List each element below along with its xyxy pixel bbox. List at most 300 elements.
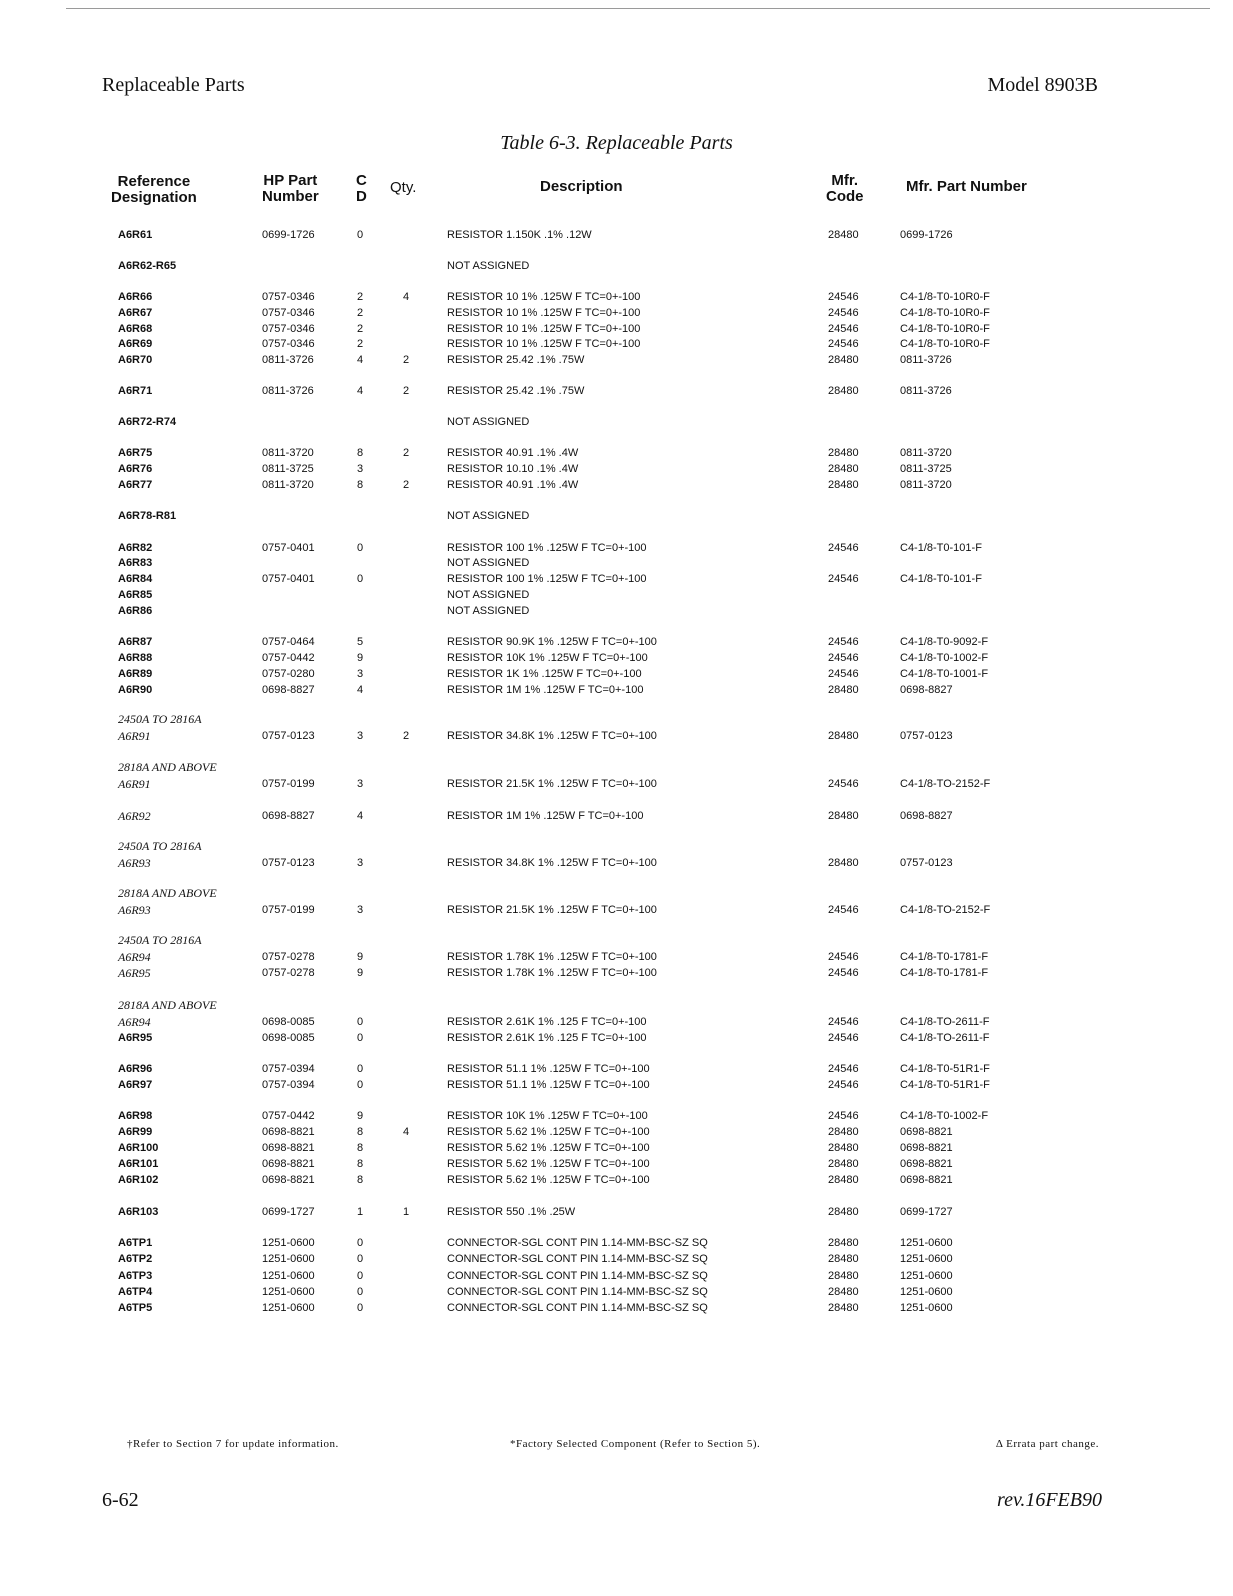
cell-hp-part-number: 0757-0346 bbox=[262, 291, 315, 303]
cell-description: RESISTOR 51.1 1% .125W F TC=0+-100 bbox=[447, 1079, 650, 1091]
cell-ref-designation: A6R84 bbox=[118, 573, 153, 585]
table-row bbox=[0, 414, 1233, 430]
cell-description: CONNECTOR-SGL CONT PIN 1.14-MM-BSC-SZ SQ bbox=[447, 1253, 708, 1265]
cell-mfr-part-number: C4-1/8-T0-10R0-F bbox=[900, 307, 990, 319]
cell-cd: 0 bbox=[357, 229, 364, 241]
cell-cd: 0 bbox=[357, 573, 364, 585]
cell-mfr-part-number: C4-1/8-TO-2611-F bbox=[900, 1016, 990, 1028]
cell-cd: 0 bbox=[357, 1237, 364, 1249]
cell-mfr-code: 24546 bbox=[828, 967, 859, 979]
cell-ref-designation: A6R77 bbox=[118, 479, 153, 491]
table-row bbox=[0, 902, 1233, 918]
cell-mfr-code: 24546 bbox=[828, 542, 859, 554]
cell-cd: 2 bbox=[357, 307, 364, 319]
cell-mfr-part-number: C4-1/8-T0-101-F bbox=[900, 542, 982, 554]
cell-hp-part-number: 1251-0600 bbox=[262, 1286, 315, 1298]
cell-cd: 8 bbox=[357, 447, 364, 459]
cell-mfr-part-number: C4-1/8-T0-10R0-F bbox=[900, 291, 990, 303]
cell-hp-part-number: 0757-0346 bbox=[262, 338, 315, 350]
cell-description: RESISTOR 10 1% .125W F TC=0+-100 bbox=[447, 323, 641, 335]
cell-mfr-code: 28480 bbox=[828, 1237, 859, 1249]
table-row bbox=[0, 305, 1233, 321]
cell-cd: 1 bbox=[357, 1206, 364, 1218]
cell-description: RESISTOR 21.5K 1% .125W F TC=0+-100 bbox=[447, 778, 657, 790]
cell-mfr-code: 28480 bbox=[828, 1286, 859, 1298]
cell-cd: 8 bbox=[357, 1174, 364, 1186]
table-row bbox=[0, 776, 1233, 792]
cell-mfr-part-number: 1251-0600 bbox=[900, 1237, 953, 1249]
cell-cd: 2 bbox=[357, 338, 364, 350]
table-row bbox=[0, 682, 1233, 698]
cell-description: RESISTOR 90.9K 1% .125W F TC=0+-100 bbox=[447, 636, 657, 648]
serial-range-note: 2450A TO 2816A bbox=[118, 712, 202, 726]
cell-description: CONNECTOR-SGL CONT PIN 1.14-MM-BSC-SZ SQ bbox=[447, 1302, 708, 1314]
cell-description: RESISTOR 1.78K 1% .125W F TC=0+-100 bbox=[447, 967, 657, 979]
cell-hp-part-number: 0757-0401 bbox=[262, 542, 315, 554]
cell-mfr-code: 28480 bbox=[828, 1206, 859, 1218]
cell-ref-designation: A6R96 bbox=[118, 1063, 153, 1075]
cell-ref-designation: A6R103 bbox=[118, 1206, 159, 1218]
cell-hp-part-number: 0757-0394 bbox=[262, 1063, 315, 1075]
cell-description: RESISTOR 10 1% .125W F TC=0+-100 bbox=[447, 291, 641, 303]
cell-cd: 8 bbox=[357, 1158, 364, 1170]
col-header-hp-line2: Number bbox=[262, 188, 319, 205]
cell-ref-designation: A6R86 bbox=[118, 605, 153, 617]
cell-ref-designation: A6R94 bbox=[118, 950, 151, 964]
cell-ref-designation: A6R93 bbox=[118, 903, 151, 917]
table-row bbox=[0, 634, 1233, 650]
cell-qty: 1 bbox=[403, 1206, 410, 1218]
cell-description: RESISTOR 34.8K 1% .125W F TC=0+-100 bbox=[447, 730, 657, 742]
cell-hp-part-number: 0699-1727 bbox=[262, 1206, 315, 1218]
cell-ref-designation: A6R87 bbox=[118, 636, 153, 648]
cell-mfr-part-number: C4-1/8-T0-51R1-F bbox=[900, 1063, 990, 1075]
cell-cd: 0 bbox=[357, 1063, 364, 1075]
cell-description: NOT ASSIGNED bbox=[447, 260, 530, 272]
cell-cd: 9 bbox=[357, 652, 364, 664]
cell-cd: 8 bbox=[357, 1126, 364, 1138]
table-row bbox=[0, 1268, 1233, 1284]
serial-range-note: 2818A AND ABOVE bbox=[118, 760, 217, 774]
cell-description: RESISTOR 100 1% .125W F TC=0+-100 bbox=[447, 573, 647, 585]
cell-hp-part-number: 1251-0600 bbox=[262, 1270, 315, 1282]
cell-mfr-part-number: 0698-8821 bbox=[900, 1158, 953, 1170]
cell-mfr-part-number: 0811-3726 bbox=[900, 385, 952, 397]
table-row bbox=[0, 1156, 1233, 1172]
col-header-reference-line1: Reference bbox=[117, 173, 191, 190]
table-row bbox=[0, 1251, 1233, 1267]
cell-cd: 0 bbox=[357, 1016, 364, 1028]
cell-description: RESISTOR 5.62 1% .125W F TC=0+-100 bbox=[447, 1142, 650, 1154]
cell-mfr-code: 28480 bbox=[828, 1270, 859, 1282]
cell-description: NOT ASSIGNED bbox=[447, 416, 530, 428]
cell-description: RESISTOR 5.62 1% .125W F TC=0+-100 bbox=[447, 1158, 650, 1170]
cell-hp-part-number: 0757-0123 bbox=[262, 857, 315, 869]
cell-mfr-code: 28480 bbox=[828, 1302, 859, 1314]
cell-hp-part-number: 0811-3726 bbox=[262, 354, 314, 366]
cell-mfr-part-number: C4-1/8-T0-10R0-F bbox=[900, 338, 990, 350]
cell-hp-part-number: 0757-0278 bbox=[262, 951, 315, 963]
cell-qty: 2 bbox=[403, 447, 410, 459]
cell-ref-designation: A6R90 bbox=[118, 684, 153, 696]
cell-cd: 2 bbox=[357, 323, 364, 335]
cell-description: RESISTOR 550 .1% .25W bbox=[447, 1206, 576, 1218]
cell-hp-part-number: 1251-0600 bbox=[262, 1302, 315, 1314]
col-header-cd bbox=[356, 173, 367, 205]
cell-mfr-part-number: C4-1/8-T0-1781-F bbox=[900, 967, 989, 979]
cell-mfr-code: 28480 bbox=[828, 354, 859, 366]
table-row bbox=[0, 728, 1233, 744]
col-header-reference-line2: Designation bbox=[111, 189, 197, 206]
cell-cd: 3 bbox=[357, 778, 364, 790]
cell-hp-part-number: 1251-0600 bbox=[262, 1253, 315, 1265]
cell-mfr-part-number: C4-1/8-T0-9092-F bbox=[900, 636, 989, 648]
table-row bbox=[0, 1014, 1233, 1030]
cell-mfr-code: 28480 bbox=[828, 385, 859, 397]
cell-hp-part-number: 1251-0600 bbox=[262, 1237, 315, 1249]
cell-ref-designation: A6R82 bbox=[118, 542, 153, 554]
cell-mfr-part-number: C4-1/8-T0-1781-F bbox=[900, 951, 989, 963]
serial-range-note: 2818A AND ABOVE bbox=[118, 886, 217, 900]
cell-description: RESISTOR 10 1% .125W F TC=0+-100 bbox=[447, 338, 641, 350]
cell-cd: 4 bbox=[357, 684, 364, 696]
cell-hp-part-number: 0757-0401 bbox=[262, 573, 315, 585]
col-header-hp-part bbox=[262, 173, 319, 205]
cell-description: RESISTOR 1.78K 1% .125W F TC=0+-100 bbox=[447, 951, 657, 963]
table-row bbox=[0, 445, 1233, 461]
cell-description: RESISTOR 25.42 .1% .75W bbox=[447, 354, 585, 366]
cell-ref-designation: A6R70 bbox=[118, 354, 153, 366]
cell-cd: 3 bbox=[357, 463, 364, 475]
cell-qty: 2 bbox=[403, 385, 410, 397]
col-header-cd-line2: D bbox=[356, 188, 367, 205]
page-number: 6-62 bbox=[102, 1489, 139, 1511]
revision-date: rev.16FEB90 bbox=[997, 1489, 1102, 1511]
table-row bbox=[0, 227, 1233, 243]
cell-mfr-part-number: 0811-3725 bbox=[900, 463, 952, 475]
cell-mfr-part-number: C4-1/8-T0-51R1-F bbox=[900, 1079, 990, 1091]
cell-mfr-code: 24546 bbox=[828, 904, 859, 916]
cell-description: RESISTOR 10 1% .125W F TC=0+-100 bbox=[447, 307, 641, 319]
cell-ref-designation: A6R83 bbox=[118, 557, 153, 569]
cell-cd: 8 bbox=[357, 1142, 364, 1154]
cell-mfr-code: 24546 bbox=[828, 323, 859, 335]
table-row bbox=[0, 1061, 1233, 1077]
cell-mfr-code: 28480 bbox=[828, 1174, 859, 1186]
cell-mfr-part-number: 0757-0123 bbox=[900, 857, 953, 869]
cell-hp-part-number: 0698-8821 bbox=[262, 1142, 315, 1154]
cell-mfr-part-number: 0698-8821 bbox=[900, 1174, 953, 1186]
cell-cd: 9 bbox=[357, 967, 364, 979]
cell-cd: 0 bbox=[357, 1302, 364, 1314]
cell-mfr-part-number: 0698-8821 bbox=[900, 1126, 953, 1138]
cell-ref-designation: A6R95 bbox=[118, 966, 151, 980]
cell-mfr-part-number: 0811-3726 bbox=[900, 354, 952, 366]
cell-cd: 2 bbox=[357, 291, 364, 303]
cell-mfr-code: 28480 bbox=[828, 684, 859, 696]
cell-ref-designation: A6R88 bbox=[118, 652, 153, 664]
cell-description: RESISTOR 2.61K 1% .125 F TC=0+-100 bbox=[447, 1016, 647, 1028]
cell-description: NOT ASSIGNED bbox=[447, 510, 530, 522]
cell-ref-designation: A6R78-R81 bbox=[118, 510, 177, 522]
cell-ref-designation: A6R71 bbox=[118, 385, 153, 397]
cell-mfr-code: 28480 bbox=[828, 447, 859, 459]
cell-hp-part-number: 0757-0346 bbox=[262, 307, 315, 319]
cell-hp-part-number: 0698-8821 bbox=[262, 1126, 315, 1138]
cell-hp-part-number: 0698-8821 bbox=[262, 1174, 315, 1186]
table-row bbox=[0, 540, 1233, 556]
cell-description: RESISTOR 21.5K 1% .125W F TC=0+-100 bbox=[447, 904, 657, 916]
cell-description: RESISTOR 1M 1% .125W F TC=0+-100 bbox=[447, 684, 644, 696]
cell-description: RESISTOR 10K 1% .125W F TC=0+-100 bbox=[447, 1110, 648, 1122]
cell-cd: 0 bbox=[357, 542, 364, 554]
footnote-factory-selected: *Factory Selected Component (Refer to Section 5). bbox=[510, 1438, 761, 1450]
cell-description: RESISTOR 10.10 .1% .4W bbox=[447, 463, 579, 475]
cell-mfr-code: 28480 bbox=[828, 1142, 859, 1154]
table-row bbox=[0, 1108, 1233, 1124]
col-header-mfr-code bbox=[826, 173, 864, 205]
cell-mfr-code: 24546 bbox=[828, 1079, 859, 1091]
col-header-mfr-line1: Mfr. bbox=[831, 172, 859, 189]
footnote-errata: Δ Errata part change. bbox=[995, 1438, 1099, 1450]
col-header-reference bbox=[111, 174, 197, 206]
cell-ref-designation: A6TP3 bbox=[118, 1270, 153, 1282]
cell-description: NOT ASSIGNED bbox=[447, 557, 530, 569]
cell-hp-part-number: 0757-0199 bbox=[262, 778, 315, 790]
cell-qty: 4 bbox=[403, 291, 410, 303]
cell-hp-part-number: 0698-8827 bbox=[262, 810, 315, 822]
table-row bbox=[0, 555, 1233, 571]
cell-mfr-code: 24546 bbox=[828, 573, 859, 585]
cell-cd: 9 bbox=[357, 951, 364, 963]
cell-mfr-code: 28480 bbox=[828, 1253, 859, 1265]
cell-mfr-part-number: 0757-0123 bbox=[900, 730, 953, 742]
table-row bbox=[0, 965, 1233, 981]
cell-mfr-code: 28480 bbox=[828, 229, 859, 241]
cell-hp-part-number: 0757-0346 bbox=[262, 323, 315, 335]
cell-description: CONNECTOR-SGL CONT PIN 1.14-MM-BSC-SZ SQ bbox=[447, 1237, 708, 1249]
table-row bbox=[0, 603, 1233, 619]
cell-cd: 4 bbox=[357, 354, 364, 366]
cell-cd: 3 bbox=[357, 904, 364, 916]
cell-description: RESISTOR 1K 1% .125W F TC=0+-100 bbox=[447, 668, 642, 680]
cell-qty: 2 bbox=[403, 730, 410, 742]
cell-mfr-part-number: C4-1/8-T0-1002-F bbox=[900, 652, 989, 664]
cell-cd: 0 bbox=[357, 1032, 364, 1044]
cell-ref-designation: A6R92 bbox=[118, 809, 151, 823]
table-row bbox=[0, 508, 1233, 524]
col-header-description: Description bbox=[540, 178, 623, 195]
cell-cd: 3 bbox=[357, 730, 364, 742]
cell-mfr-code: 24546 bbox=[828, 636, 859, 648]
cell-description: NOT ASSIGNED bbox=[447, 589, 530, 601]
cell-mfr-code: 28480 bbox=[828, 479, 859, 491]
cell-mfr-part-number: 1251-0600 bbox=[900, 1286, 953, 1298]
cell-ref-designation: A6R102 bbox=[118, 1174, 159, 1186]
cell-description: RESISTOR 5.62 1% .125W F TC=0+-100 bbox=[447, 1174, 650, 1186]
cell-hp-part-number: 0698-8827 bbox=[262, 684, 315, 696]
cell-mfr-code: 24546 bbox=[828, 951, 859, 963]
cell-mfr-part-number: C4-1/8-T0-1001-F bbox=[900, 668, 989, 680]
cell-mfr-part-number: C4-1/8-TO-2611-F bbox=[900, 1032, 990, 1044]
cell-hp-part-number: 0757-0442 bbox=[262, 652, 315, 664]
cell-hp-part-number: 0811-3720 bbox=[262, 447, 314, 459]
cell-qty: 2 bbox=[403, 479, 410, 491]
table-row bbox=[0, 383, 1233, 399]
cell-hp-part-number: 0757-0464 bbox=[262, 636, 315, 648]
cell-ref-designation: A6R76 bbox=[118, 463, 153, 475]
cell-mfr-part-number: C4-1/8-T0-10R0-F bbox=[900, 323, 990, 335]
table-row bbox=[0, 1140, 1233, 1156]
cell-mfr-code: 28480 bbox=[828, 730, 859, 742]
table-row bbox=[0, 321, 1233, 337]
model-title: Model 8903B bbox=[987, 74, 1098, 96]
cell-ref-designation: A6R98 bbox=[118, 1110, 153, 1122]
table-row bbox=[0, 289, 1233, 305]
table-row bbox=[0, 855, 1233, 871]
cell-mfr-code: 24546 bbox=[828, 652, 859, 664]
cell-description: CONNECTOR-SGL CONT PIN 1.14-MM-BSC-SZ SQ bbox=[447, 1270, 708, 1282]
cell-ref-designation: A6R91 bbox=[118, 777, 151, 791]
cell-ref-designation: A6R67 bbox=[118, 307, 153, 319]
table-row bbox=[0, 477, 1233, 493]
cell-cd: 4 bbox=[357, 810, 364, 822]
cell-hp-part-number: 0698-0085 bbox=[262, 1032, 315, 1044]
cell-mfr-code: 24546 bbox=[828, 307, 859, 319]
cell-description: RESISTOR 1.150K .1% .12W bbox=[447, 229, 592, 241]
cell-cd: 3 bbox=[357, 857, 364, 869]
cell-ref-designation: A6R94 bbox=[118, 1015, 151, 1029]
cell-mfr-part-number: 0698-8827 bbox=[900, 810, 953, 822]
table-row bbox=[0, 352, 1233, 368]
cell-qty: 4 bbox=[403, 1126, 410, 1138]
section-title: Replaceable Parts bbox=[102, 74, 245, 96]
cell-cd: 0 bbox=[357, 1253, 364, 1265]
table-row bbox=[0, 1172, 1233, 1188]
cell-ref-designation: A6R93 bbox=[118, 856, 151, 870]
top-rule bbox=[66, 8, 1210, 9]
cell-ref-designation: A6R89 bbox=[118, 668, 153, 680]
cell-ref-designation: A6R100 bbox=[118, 1142, 159, 1154]
cell-cd: 0 bbox=[357, 1286, 364, 1298]
cell-description: RESISTOR 100 1% .125W F TC=0+-100 bbox=[447, 542, 647, 554]
table-row bbox=[0, 336, 1233, 352]
footnote-update: †Refer to Section 7 for update information. bbox=[127, 1438, 339, 1450]
cell-mfr-part-number: C4-1/8-TO-2152-F bbox=[900, 778, 991, 790]
cell-ref-designation: A6R62-R65 bbox=[118, 260, 177, 272]
cell-description: RESISTOR 34.8K 1% .125W F TC=0+-100 bbox=[447, 857, 657, 869]
cell-description: NOT ASSIGNED bbox=[447, 605, 530, 617]
cell-ref-designation: A6R91 bbox=[118, 729, 151, 743]
cell-ref-designation: A6R97 bbox=[118, 1079, 153, 1091]
cell-ref-designation: A6R95 bbox=[118, 1032, 153, 1044]
cell-ref-designation: A6R72-R74 bbox=[118, 416, 177, 428]
cell-hp-part-number: 0757-0394 bbox=[262, 1079, 315, 1091]
cell-mfr-code: 24546 bbox=[828, 778, 859, 790]
table-row bbox=[0, 1124, 1233, 1140]
cell-hp-part-number: 0698-8821 bbox=[262, 1158, 315, 1170]
cell-mfr-part-number: 1251-0600 bbox=[900, 1253, 953, 1265]
cell-description: RESISTOR 51.1 1% .125W F TC=0+-100 bbox=[447, 1063, 650, 1075]
cell-mfr-code: 24546 bbox=[828, 291, 859, 303]
cell-mfr-code: 24546 bbox=[828, 668, 859, 680]
cell-ref-designation: A6TP4 bbox=[118, 1286, 153, 1298]
cell-hp-part-number: 0757-0278 bbox=[262, 967, 315, 979]
cell-mfr-code: 28480 bbox=[828, 1158, 859, 1170]
table-row bbox=[0, 258, 1233, 274]
table-title: Table 6-3. Replaceable Parts bbox=[500, 132, 733, 154]
cell-mfr-part-number: C4-1/8-T0-101-F bbox=[900, 573, 982, 585]
col-header-hp-line1: HP Part bbox=[263, 172, 318, 189]
table-row bbox=[0, 1300, 1233, 1316]
col-header-mfr-line2: Code bbox=[826, 188, 864, 205]
col-header-mfr-part-number: Mfr. Part Number bbox=[906, 178, 1027, 195]
table-row bbox=[0, 1235, 1233, 1251]
cell-ref-designation: A6TP2 bbox=[118, 1253, 153, 1265]
cell-mfr-code: 28480 bbox=[828, 1126, 859, 1138]
cell-hp-part-number: 0811-3725 bbox=[262, 463, 314, 475]
col-header-qty: Qty. bbox=[390, 179, 417, 196]
cell-mfr-part-number: 0698-8827 bbox=[900, 684, 953, 696]
table-row bbox=[0, 461, 1233, 477]
cell-hp-part-number: 0699-1726 bbox=[262, 229, 315, 241]
cell-description: RESISTOR 40.91 .1% .4W bbox=[447, 479, 579, 491]
cell-cd: 0 bbox=[357, 1270, 364, 1282]
cell-mfr-code: 28480 bbox=[828, 810, 859, 822]
cell-qty: 2 bbox=[403, 354, 410, 366]
cell-mfr-part-number: 0698-8821 bbox=[900, 1142, 953, 1154]
cell-ref-designation: A6R69 bbox=[118, 338, 153, 350]
table-row bbox=[0, 587, 1233, 603]
table-row bbox=[0, 650, 1233, 666]
cell-description: RESISTOR 10K 1% .125W F TC=0+-100 bbox=[447, 652, 648, 664]
cell-ref-designation: A6R99 bbox=[118, 1126, 153, 1138]
cell-hp-part-number: 0698-0085 bbox=[262, 1016, 315, 1028]
cell-ref-designation: A6TP5 bbox=[118, 1302, 153, 1314]
cell-cd: 5 bbox=[357, 636, 364, 648]
cell-mfr-part-number: 0699-1726 bbox=[900, 229, 953, 241]
cell-ref-designation: A6R75 bbox=[118, 447, 153, 459]
cell-mfr-code: 28480 bbox=[828, 463, 859, 475]
cell-mfr-code: 24546 bbox=[828, 338, 859, 350]
table-row bbox=[0, 1077, 1233, 1093]
cell-cd: 8 bbox=[357, 479, 364, 491]
cell-ref-designation: A6R61 bbox=[118, 229, 153, 241]
cell-mfr-part-number: 0811-3720 bbox=[900, 479, 952, 491]
cell-description: RESISTOR 1M 1% .125W F TC=0+-100 bbox=[447, 810, 644, 822]
cell-cd: 3 bbox=[357, 668, 364, 680]
cell-ref-designation: A6R101 bbox=[118, 1158, 159, 1170]
cell-cd: 9 bbox=[357, 1110, 364, 1122]
table-row bbox=[0, 666, 1233, 682]
cell-description: CONNECTOR-SGL CONT PIN 1.14-MM-BSC-SZ SQ bbox=[447, 1286, 708, 1298]
cell-hp-part-number: 0757-0280 bbox=[262, 668, 315, 680]
cell-ref-designation: A6R66 bbox=[118, 291, 153, 303]
table-row bbox=[0, 1204, 1233, 1220]
table-row bbox=[0, 808, 1233, 824]
cell-mfr-code: 24546 bbox=[828, 1110, 859, 1122]
table-row bbox=[0, 1284, 1233, 1300]
table-row bbox=[0, 949, 1233, 965]
cell-mfr-part-number: 1251-0600 bbox=[900, 1302, 953, 1314]
cell-mfr-code: 24546 bbox=[828, 1032, 859, 1044]
cell-mfr-code: 24546 bbox=[828, 1063, 859, 1075]
cell-mfr-part-number: 0811-3720 bbox=[900, 447, 952, 459]
cell-cd: 0 bbox=[357, 1079, 364, 1091]
table-row bbox=[0, 571, 1233, 587]
cell-description: RESISTOR 5.62 1% .125W F TC=0+-100 bbox=[447, 1126, 650, 1138]
serial-range-note: 2818A AND ABOVE bbox=[118, 998, 217, 1012]
